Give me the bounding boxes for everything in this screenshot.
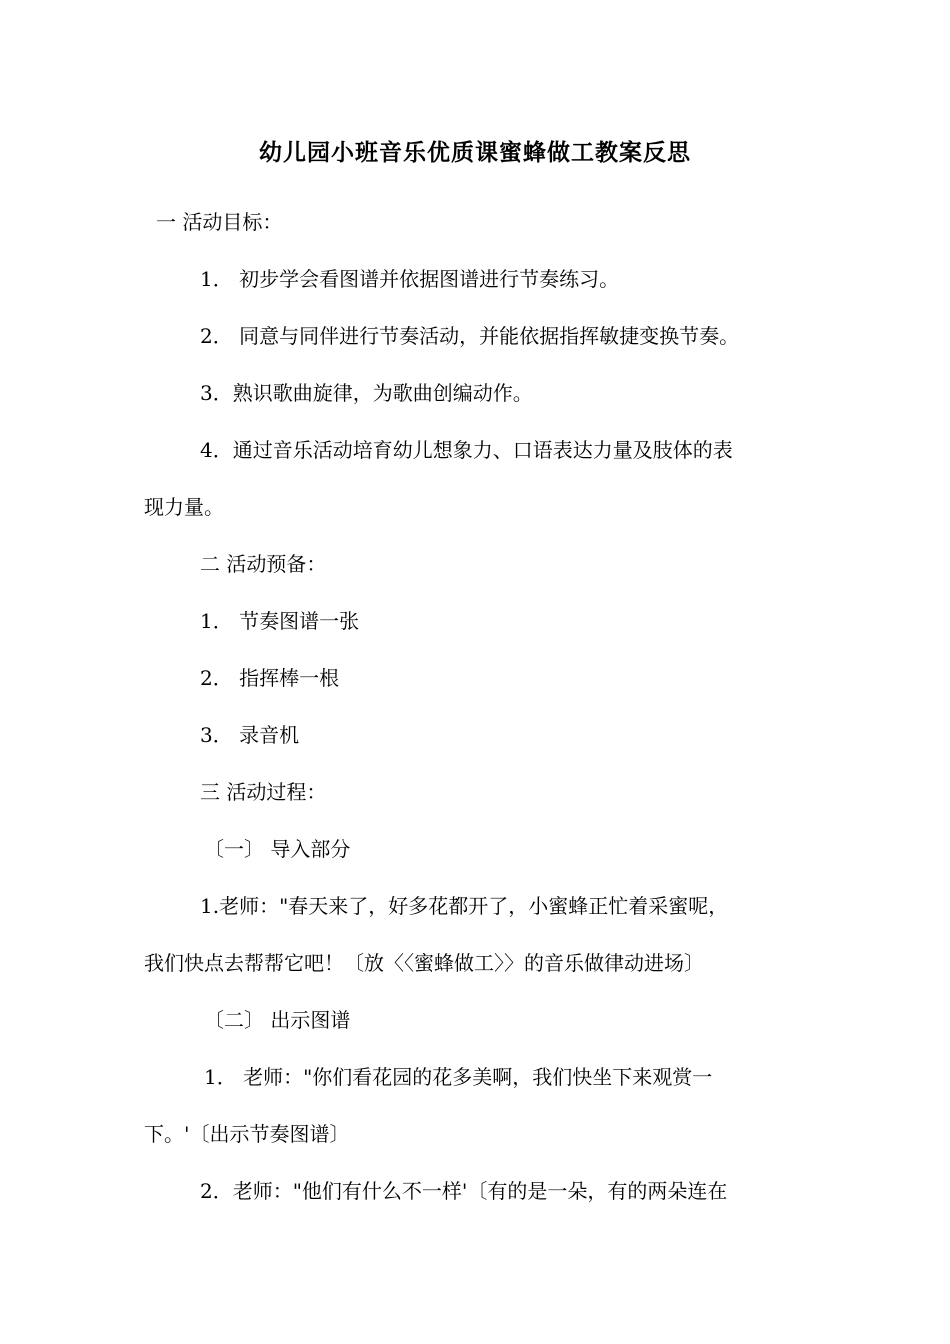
document-title: 幼儿园小班音乐优质课蜜蜂做工教案反思 (259, 139, 691, 166)
goal-item-1: 1． 初步学会看图谱并依据图谱进行节奏练习。 (200, 267, 620, 291)
goal-item-4: 4．通过音乐活动培育幼儿想象力、口语表达力量及肢体的表 (200, 438, 733, 462)
preparation-item-1: 1． 节奏图谱一张 (200, 609, 360, 633)
subsection-heading-intro: 〔一〕 导入部分 (204, 837, 351, 861)
intro-item-1: 1.老师："春天来了，好多花都开了，小蜜蜂正忙着采蜜呢， (200, 894, 729, 918)
intro-item-1-continued: 我们快点去帮帮它吧！〔放〈〈蜜蜂做工〉〉的音乐做律动进场〕 (144, 951, 704, 975)
section-heading-preparation: 二 活动预备： (200, 552, 327, 576)
goal-item-3: 3．熟识歌曲旋律，为歌曲创编动作。 (200, 381, 533, 405)
preparation-item-2: 2． 指挥棒一根 (200, 666, 340, 690)
section-heading-process: 三 活动过程： (200, 780, 327, 804)
preparation-item-3: 3． 录音机 (200, 723, 300, 747)
subsection-heading-chart: 〔二〕 出示图谱 (204, 1008, 351, 1032)
chart-item-2: 2．老师："他们有什么不一样'〔有的是一朵，有的两朵连在 (200, 1179, 728, 1203)
section-heading-goals: 一 活动目标： (156, 210, 283, 234)
chart-item-1-continued: 下。'〔出示节奏图谱〕 (144, 1122, 350, 1146)
goal-item-2: 2． 同意与同伴进行节奏活动，并能依据指挥敏捷变换节奏。 (200, 324, 740, 348)
chart-item-1: 1． 老师："你们看花园的花多美啊，我们快坐下来观赏一 (204, 1065, 713, 1089)
goal-item-4-continued: 现力量。 (144, 495, 224, 519)
